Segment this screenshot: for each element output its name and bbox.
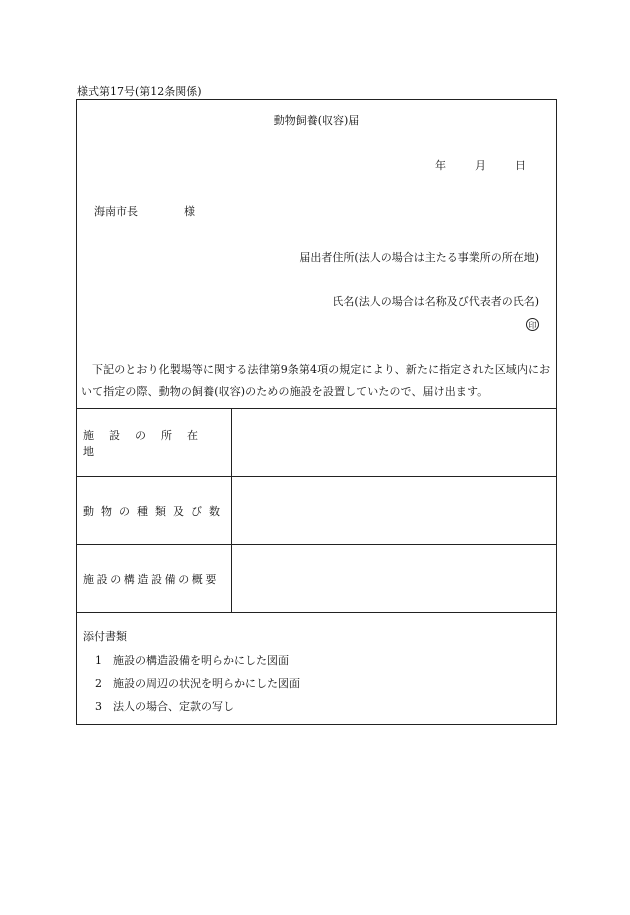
date-day-field[interactable]: 日 — [515, 159, 526, 172]
applicant-address-label: 届出者住所(法人の場合は主たる事業所の所在地) — [299, 251, 539, 264]
facility-structure-row — [77, 544, 556, 612]
facility-location-row — [77, 408, 556, 476]
list-item: 1 施設の構造設備を明らかにした図面 — [95, 654, 289, 667]
notification-form — [76, 99, 557, 725]
attachments-list — [95, 653, 300, 722]
form-title: 動物飼養(収容)届 — [273, 114, 360, 127]
declaration-text: 下記のとおり化製場等に関する法律第9条第4項の規定により、新たに指定された区域内において指定の際、動物の飼養(収容)のための施設を設置していたので、届け出ます。 — [81, 363, 551, 398]
addressee-name: 海南市長 — [94, 205, 138, 218]
list-item: 2 施設の周辺の状況を明らかにした図面 — [95, 677, 300, 690]
form-number: 様式第17号(第12条関係) — [77, 85, 202, 98]
animal-type-count-label: 動物の種類及び数 — [77, 477, 232, 544]
date-month-field[interactable]: 月 — [475, 159, 486, 172]
attachments-title: 添付書類 — [83, 630, 127, 643]
facility-structure-label: 施設の構造設備の概要 — [77, 545, 232, 612]
facility-structure-field[interactable] — [232, 545, 556, 612]
date-line — [435, 157, 526, 173]
addressee-honorific: 様 — [184, 205, 195, 218]
animal-type-count-row — [77, 476, 556, 544]
addressee — [94, 203, 195, 219]
seal-icon: 印 — [526, 318, 539, 331]
date-year-field[interactable]: 年 — [435, 159, 446, 172]
facility-location-field[interactable] — [232, 409, 556, 476]
list-item: 3 法人の場合、定款の写し — [95, 700, 234, 713]
applicant-name-label: 氏名(法人の場合は名称及び代表者の氏名) — [332, 295, 539, 308]
animal-type-count-field[interactable] — [232, 477, 556, 544]
attachments-section — [77, 612, 556, 724]
facility-location-label: 施設の所在地 — [77, 409, 232, 476]
